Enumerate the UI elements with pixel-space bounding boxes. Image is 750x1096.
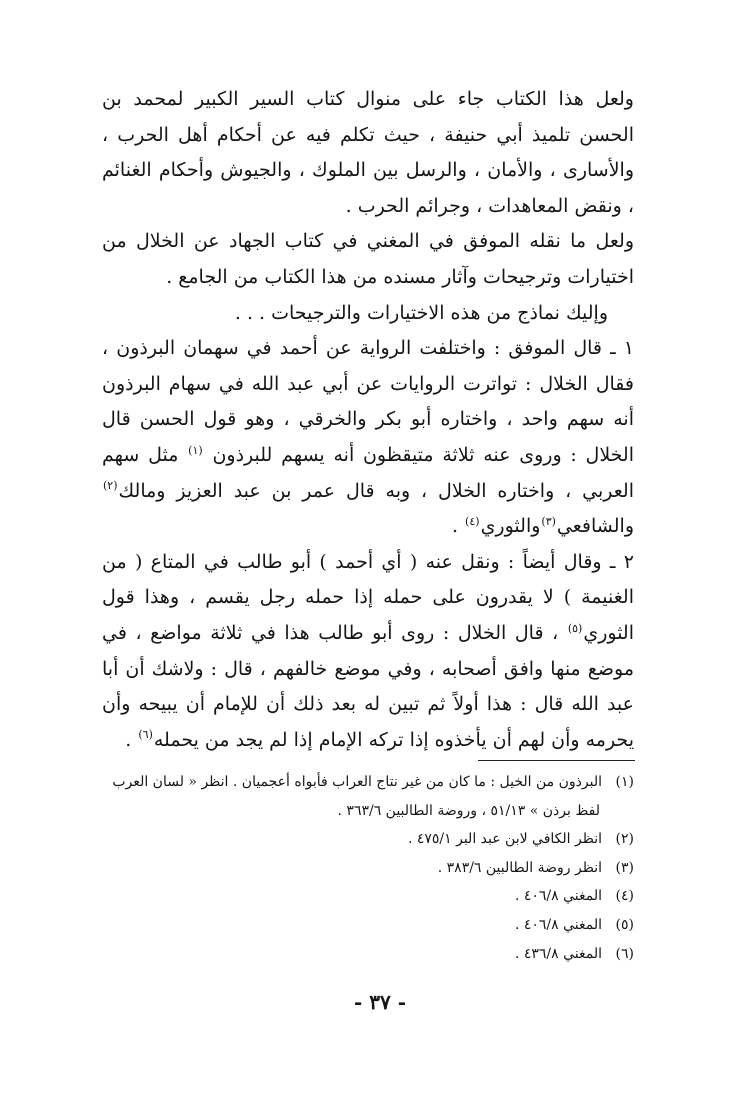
item-1-end: . [451,515,458,538]
paragraph-1: ولعل هذا الكتاب جاء على منوال كتاب السير الكبير لمحمد بن الحسن تلميذ أبي حنيفة ، حيث تكلم فيه عن أحكام أهل الحرب ، والأسارى ، والأمان ، والرسل بين الملوك ، والجيوش وأحكام الغنائم ، ونقض المعاهدات ، وجرائم الحرب . [102,88,634,217]
footnote-ref-3: (٣) [541,514,556,528]
paragraph-item-2 [102,545,634,759]
footnote-2 [102,825,634,854]
footnote-1 [102,768,634,797]
footnote-divider [478,760,635,761]
footnote-6 [102,940,634,969]
paragraph-item-1 [102,331,634,545]
footnotes [102,768,634,968]
footnote-text: المغني ٤٣٦/٨ . [514,945,602,962]
footnote-4 [102,882,634,911]
footnote-text: المغني ٤٠٦/٨ . [514,888,602,905]
paragraph-2: ولعل ما نقله الموفق في المغني في كتاب الجهاد عن الخلال من اختيارات وترجيحات وآثار مسنده من هذا الكتاب من الجامع . [102,230,634,288]
footnote-number: (٤) [615,888,634,905]
footnote-3 [102,854,634,883]
footnote-number: (٢) [615,831,634,848]
page-number: - ٣٧ - [353,990,406,1014]
footnote-5 [102,911,634,940]
footnote-text: البرذون من الخيل : ما كان من غير نتاج العراب فأبواه أعجميان . انظر « لسان العرب [112,774,602,790]
item-1-text-a: ١ ـ قال الموفق : واختلفت الرواية عن أحمد في سهمان البرذون ، فقال الخلال : تواترت الروايات عن أبي عبد الله في سهام البرذون أنه سهم واحد ، واختاره أبو بكر والخرقي ، وهو قول الحسن قال الخلال : وروى عنه ثلاثة متيقظون أنه يسهم للبرذون [102,337,634,466]
item-2-end: . [125,728,132,751]
paragraph-3: وإليك نماذج من هذه الاختيارات والترجيحات . . . [234,301,608,324]
footnote-ref-1: (١) [188,443,203,457]
footnote-ref-4: (٤) [465,514,480,528]
footnote-text: انظر روضة الطالبين ٣٨٣/٦ . [437,859,602,876]
footnote-ref-6: (٦) [138,728,153,742]
body-text [102,82,634,758]
footnote-ref-5: (٥) [567,621,583,635]
footnote-ref-2: (٢) [103,479,118,493]
footnote-1-continuation: لفظ برذن » ٥١/١٣ ، وروضة الطالبين ٣٦٣/٦ . [337,802,600,819]
item-1-text-d: والثوري [480,515,541,538]
item-1-text-b: مثل سهم العربي ، واختاره الخلال ، وبه قال عمر بن عبد العزيز ومالك [102,443,634,502]
footnote-number: (١) [615,774,634,790]
item-2-text-b: ، قال الخلال : روى أبو طالب هذا في ثلاثة مواضع ، في موضع منها وافق أصحابه ، وفي موضع خالفهم ، قال : ولاشك أن أبا عبد الله قال : هذا أولاً ثم تبين له بعد ذلك أن للإمام أن يبيحه وأن يحرمه وأن لهم أن يأخذوه إذا تركه الإمام إذا لم يجد من يحمله [102,621,634,751]
footnote-number: (٥) [615,916,634,933]
footnote-text: انظر الكافي لابن عبد البر ٤٧٥/١ . [407,831,602,848]
item-1-text-c: والشافعي [556,515,634,538]
item-2-text-a: ٢ ـ وقال أيضاً : ونقل عنه ( أي أحمد ) أبو طالب في المتاع ( من الغنيمة ) لا يقدرون على حمله إذا حمله رجل يقسم ، وهذا قول الثوري [102,550,634,644]
footnote-number: (٦) [615,945,634,962]
footnote-text: المغني ٤٠٦/٨ . [514,916,602,933]
footnote-number: (٣) [615,859,634,876]
